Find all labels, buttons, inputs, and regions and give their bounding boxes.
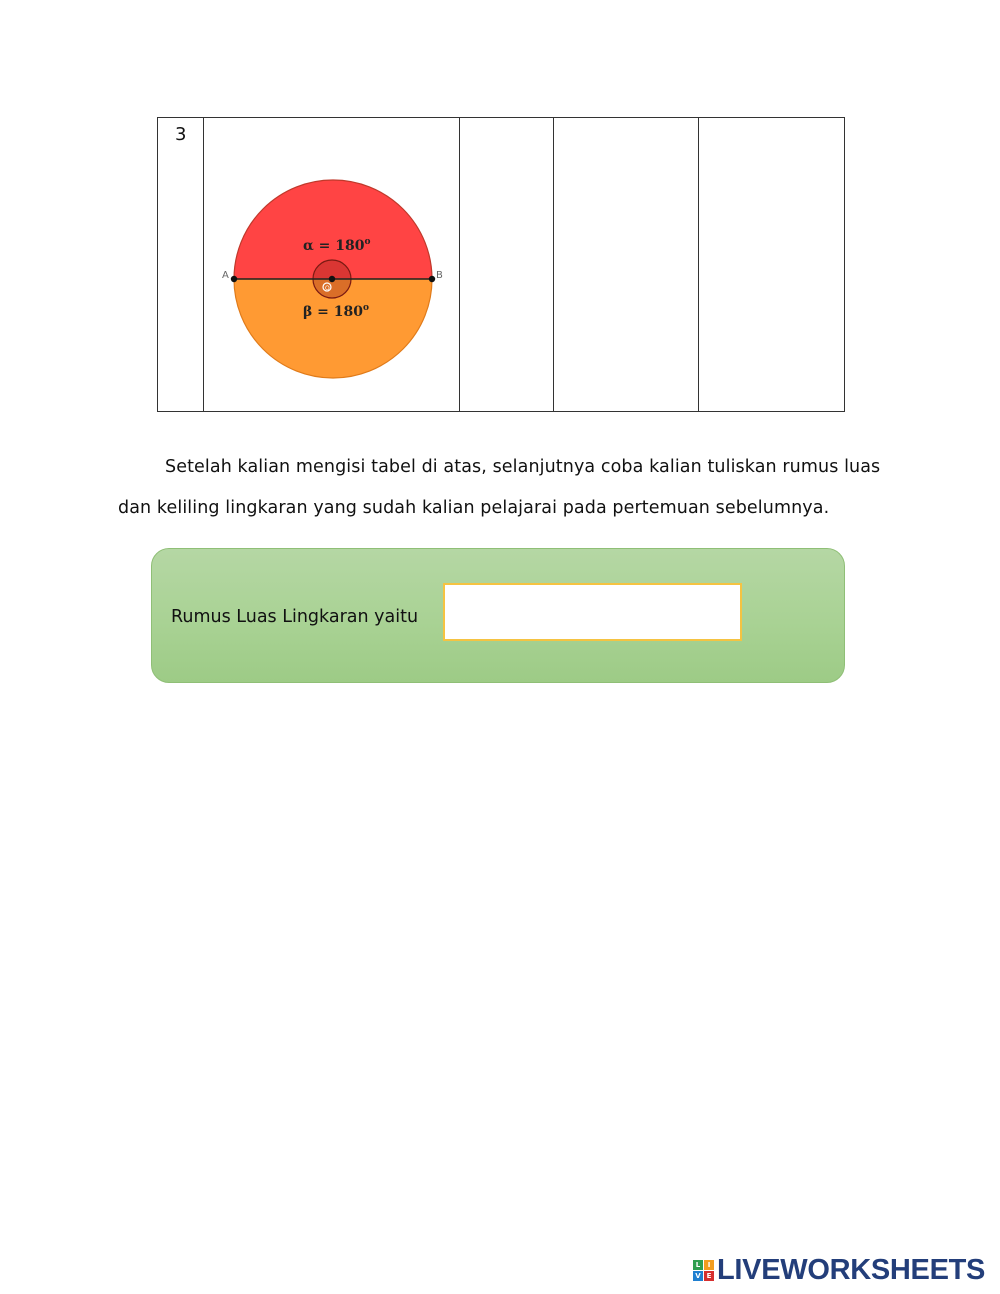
logo-mark-letter: L — [693, 1260, 703, 1270]
point-b-label: B — [436, 270, 443, 281]
logo-mark-letter: V — [693, 1271, 703, 1281]
formula-answer-box[interactable] — [443, 583, 742, 641]
empty-cell — [699, 118, 845, 412]
formula-panel — [151, 548, 845, 683]
instruction-line-2: dan keliling lingkaran yang sudah kalian pelajarai pada pertemuan sebelumnya. — [118, 498, 830, 518]
point-a — [231, 276, 237, 282]
point-a-label: A — [222, 270, 229, 281]
empty-cell — [460, 118, 554, 412]
empty-cell — [554, 118, 699, 412]
center-point — [329, 276, 335, 282]
formula-label: Rumus Luas Lingkaran yaitu — [171, 607, 419, 627]
logo-mark-letter: E — [704, 1271, 714, 1281]
logo-text: LIVEWORKSHEETS — [717, 1254, 986, 1286]
instruction-line-1: Setelah kalian mengisi tabel di atas, selanjutnya coba kalian tuliskan rumus luas — [165, 457, 881, 477]
point-b — [429, 276, 435, 282]
center-mark: O — [325, 285, 330, 292]
row-number: 3 — [175, 124, 187, 145]
liveworksheets-logo — [693, 1254, 985, 1287]
logo-mark-icon — [693, 1260, 714, 1281]
logo-mark-letter: I — [704, 1260, 714, 1270]
circle-figure — [217, 175, 452, 385]
row-number-cell — [158, 118, 204, 412]
alpha-label: $\alpha = 180^o$ — [303, 237, 371, 254]
beta-label: $\beta = 180^o$ — [303, 303, 370, 320]
